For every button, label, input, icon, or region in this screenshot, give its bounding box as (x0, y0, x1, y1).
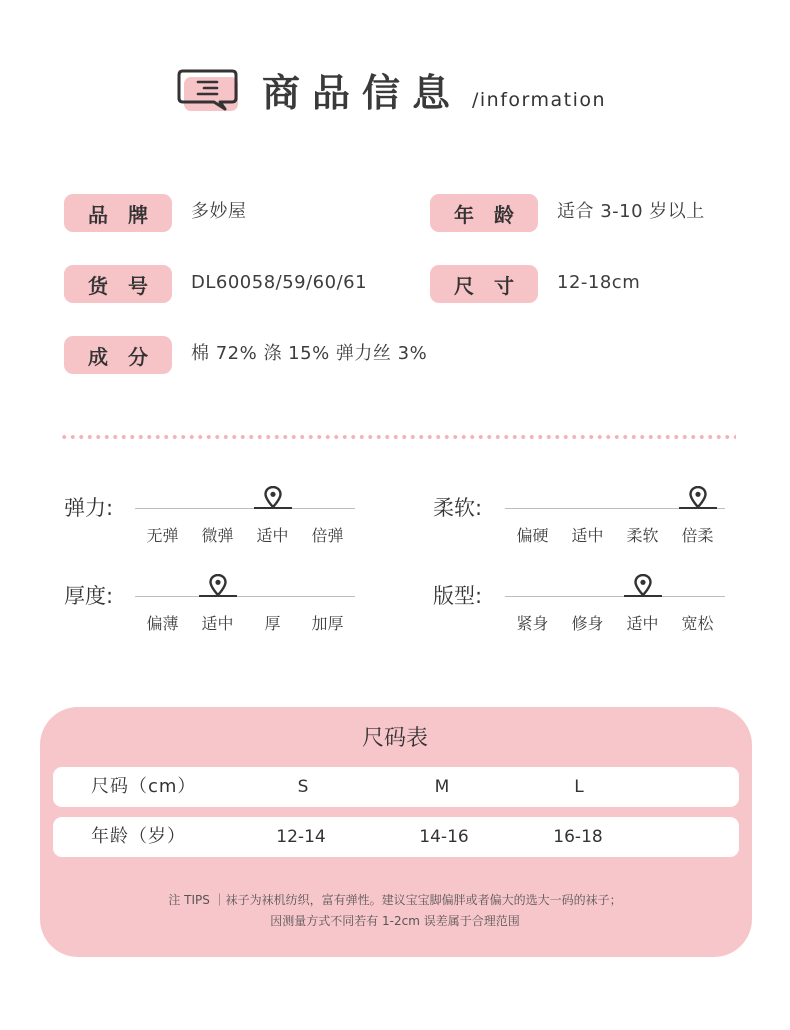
age-label: 年龄 (430, 194, 538, 232)
location-pin-icon (209, 574, 227, 596)
age-cell: 14-16 (419, 827, 469, 847)
scale-option: 倍弹 (311, 526, 344, 545)
location-pin-icon (634, 574, 652, 596)
scale-option: 倍柔 (681, 526, 714, 545)
scale-option: 无弹 (146, 526, 179, 545)
tips-line-2: 因测量方式不同若有 1-2cm 误差属于合理范围 (270, 914, 520, 928)
scale-option: 修身 (571, 614, 604, 633)
age-cell: 12-14 (276, 827, 326, 847)
scale-option: 适中 (571, 526, 604, 545)
scale-label: 弹力: (64, 496, 114, 520)
dotted-divider (60, 435, 736, 439)
scale-option: 偏薄 (146, 614, 179, 633)
location-pin-icon (689, 486, 707, 508)
tips-line-1: 注 TIPS ｜袜子为袜机纺织，富有弹性。建议宝宝脚偏胖或者偏大的选大一码的袜子； (168, 893, 622, 907)
size-cell: S (297, 777, 309, 797)
sku-value: DL60058/59/60/61 (191, 272, 368, 293)
scale-label: 柔软: (433, 496, 483, 520)
scale-track (505, 596, 725, 597)
page-title: 商品信息 (262, 71, 463, 115)
scale-label: 版型: (433, 584, 483, 608)
scale-option: 偏硬 (516, 526, 549, 545)
scale-option: 适中 (256, 526, 289, 545)
material-label: 成分 (64, 336, 172, 374)
page-subtitle: /information (472, 89, 607, 111)
age-row-header: 年龄（岁） (91, 826, 186, 847)
speech-bubble-icon (176, 68, 240, 114)
age-value: 适合 3-10 岁以上 (557, 201, 705, 222)
scale-option: 紧身 (516, 614, 549, 633)
material-value: 棉 72% 涤 15% 弹力丝 3% (191, 343, 428, 364)
scale-option: 柔软 (626, 526, 659, 545)
scale-track (135, 508, 355, 509)
scale-option: 微弹 (201, 526, 234, 545)
scale-label: 厚度: (64, 584, 114, 608)
scale-option: 宽松 (681, 614, 714, 633)
size-row (53, 767, 739, 807)
scale-option: 适中 (201, 614, 234, 633)
brand-value: 多妙屋 (191, 201, 247, 222)
scale-option: 厚 (264, 614, 281, 633)
size-row-header: 尺码（cm） (91, 776, 197, 797)
age-cell: 16-18 (553, 827, 603, 847)
size-value: 12-18cm (557, 272, 641, 293)
size-cell: M (434, 777, 450, 797)
scale-track (135, 596, 355, 597)
size-label: 尺寸 (430, 265, 538, 303)
age-row (53, 817, 739, 857)
location-pin-icon (264, 486, 282, 508)
sku-label: 货号 (64, 265, 172, 303)
size-cell: L (574, 777, 584, 797)
scale-option: 适中 (626, 614, 659, 633)
scale-option: 加厚 (311, 614, 344, 633)
size-table-title: 尺码表 (361, 726, 428, 751)
brand-label: 品牌 (64, 194, 172, 232)
